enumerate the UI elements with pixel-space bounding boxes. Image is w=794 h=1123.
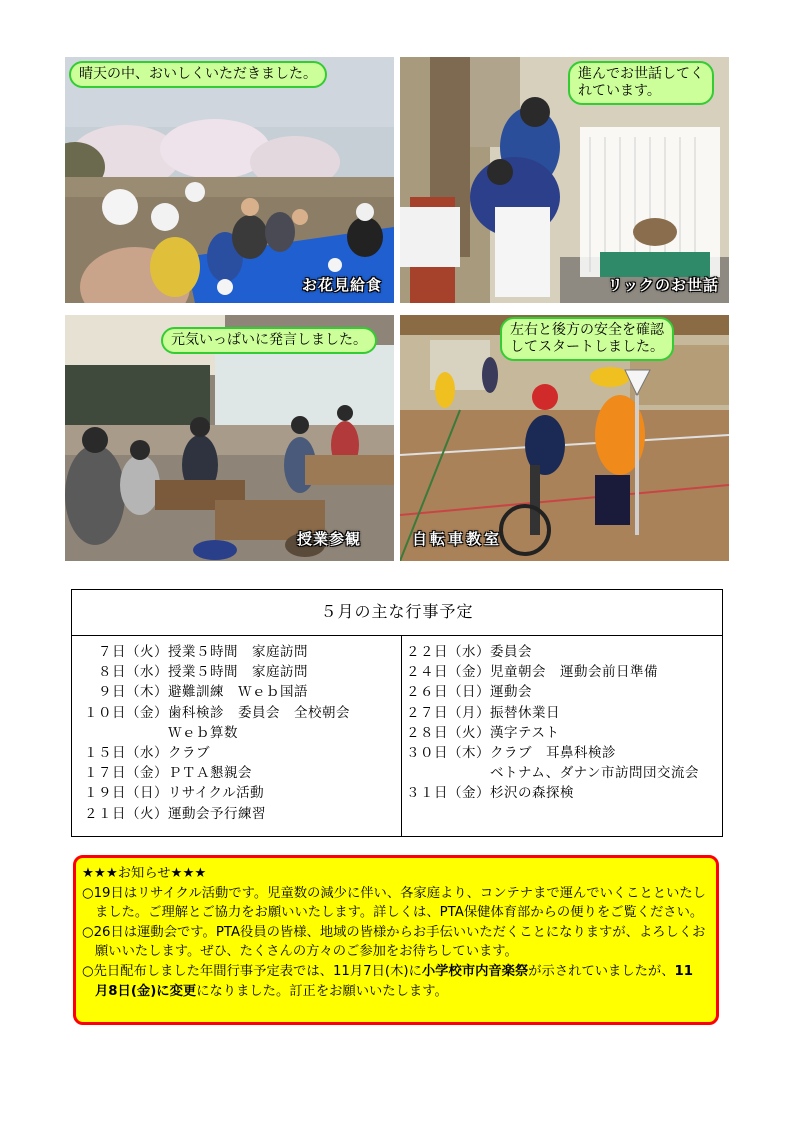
schedule-date: ２１日（火） (84, 805, 168, 822)
photo-rabbit-care (400, 57, 729, 303)
schedule-date: ３１日（金） (406, 785, 490, 802)
schedule-row (72, 703, 401, 723)
schedule-event: ベトナム、ダナン市訪問団交流会 (490, 765, 700, 782)
schedule-row (402, 783, 722, 803)
schedule-row (72, 804, 401, 824)
speech-bubble (568, 61, 714, 105)
photo-hanami-lunch (65, 57, 394, 303)
schedule-event: ＰＴＡ懇親会 (168, 765, 252, 782)
schedule-event: 児童朝会 運動会前日準備 (490, 664, 658, 681)
schedule-right-column (402, 636, 722, 836)
schedule-date (402, 763, 490, 783)
bubble-line: 左右と後方の安全を確認 (510, 322, 664, 338)
notice-emphasis: 小学校市内音楽祭 (421, 963, 529, 979)
photo-caption: 授業参観 (297, 530, 362, 548)
speech-bubble: 晴天の中、おいしくいただきました。 (69, 61, 327, 88)
schedule-row (402, 682, 722, 702)
schedule-row (72, 642, 401, 662)
notice-text: が示されていましたが、 (528, 963, 675, 979)
schedule-date: ８日（水） (98, 664, 168, 681)
schedule-event: 運動会予行練習 (168, 805, 266, 822)
schedule-title: ５月の主な行事予定 (72, 590, 722, 636)
schedule-event: 委員会 (490, 644, 532, 660)
bubble-line: 進んでお世話してく (578, 66, 704, 82)
schedule-row (402, 743, 722, 763)
schedule-row (72, 763, 401, 783)
schedule-left-column (72, 636, 402, 836)
schedule-event: 避難訓練 Ｗｅｂ国語 (168, 684, 308, 701)
schedule-date: １７日（金） (84, 765, 168, 782)
photo-open-class (65, 315, 394, 561)
schedule-row (72, 723, 401, 743)
schedule-date: ２７日（月） (406, 704, 490, 721)
notice-heading: ★★★お知らせ★★★ (82, 866, 207, 881)
schedule-event: 歯科検診 委員会 全校朝会 (168, 704, 350, 721)
schedule-row (72, 662, 401, 682)
schedule-event: 運動会 (490, 684, 532, 701)
schedule-event: リサイクル活動 (168, 785, 265, 802)
schedule-row (72, 783, 401, 803)
notice-item (82, 962, 706, 1001)
schedule-event: Ｗｅｂ算数 (168, 724, 238, 741)
photo-caption: リックのお世話 (607, 276, 719, 294)
schedule-event: クラブ (168, 745, 210, 762)
bubble-line: れています。 (578, 83, 661, 99)
schedule-date: ３０日（木） (406, 745, 490, 762)
schedule-event: 漢字テスト (490, 724, 560, 741)
schedule-row (402, 703, 722, 723)
schedule-date: ２２日（水） (406, 644, 490, 660)
schedule-date: １５日（水） (84, 745, 168, 762)
speech-bubble (500, 317, 674, 361)
photo-caption: お花見給食 (301, 276, 382, 294)
schedule-event: クラブ 耳鼻科検診 (490, 745, 616, 762)
schedule-date: １９日（日） (84, 785, 168, 802)
schedule-row (72, 682, 401, 702)
schedule-date: １０日（金） (84, 704, 168, 721)
schedule-row (402, 763, 722, 783)
schedule-event: 振替休業日 (490, 704, 560, 721)
notice-text: ○先日配布しました年間行事予定表では、11月7日(木)に (82, 963, 422, 979)
bubble-line: してスタートしました。 (510, 339, 664, 355)
notice-item: ○26日は運動会です。PTA役員の皆様、地域の皆様からお手伝いいただくことになりますが、よろしくお願いいたします。ぜひ、たくさんの方々のご参加をお待ちしています。 (82, 924, 706, 960)
notice-box (73, 855, 719, 1025)
schedule-date: ２８日（火） (406, 724, 490, 741)
schedule-date: ２４日（金） (406, 664, 490, 681)
schedule-row (72, 743, 401, 763)
schedule-event: 授業５時間 家庭訪問 (168, 664, 308, 681)
schedule-row (402, 642, 722, 662)
schedule-event: 授業５時間 家庭訪問 (168, 644, 308, 660)
photo-caption: 自転車教室 (412, 530, 503, 548)
notice-emphasis: 11月8日(金)に変更 (95, 963, 694, 999)
notice-item: ○19日はリサイクル活動です。児童数の減少に伴い、各家庭より、コンテナまで運んでいくことといたしました。ご理解とご協力をお願いいたします。詳しくは、PTA保健体育部からの便りをご覧ください。 (82, 885, 706, 921)
notice-text: になりました。訂正をお願いいたします。 (196, 983, 448, 999)
schedule-event: 杉沢の森探検 (490, 785, 574, 802)
schedule-date (80, 723, 168, 743)
schedule-date: ９日（木） (98, 684, 168, 701)
schedule-row (402, 723, 722, 743)
speech-bubble: 元気いっぱいに発言しました。 (161, 327, 377, 354)
photo-bicycle-class (400, 315, 729, 561)
schedule-table (71, 589, 723, 837)
schedule-date: ７日（火） (98, 644, 168, 660)
schedule-row (402, 662, 722, 682)
schedule-date: ２６日（日） (406, 684, 490, 701)
